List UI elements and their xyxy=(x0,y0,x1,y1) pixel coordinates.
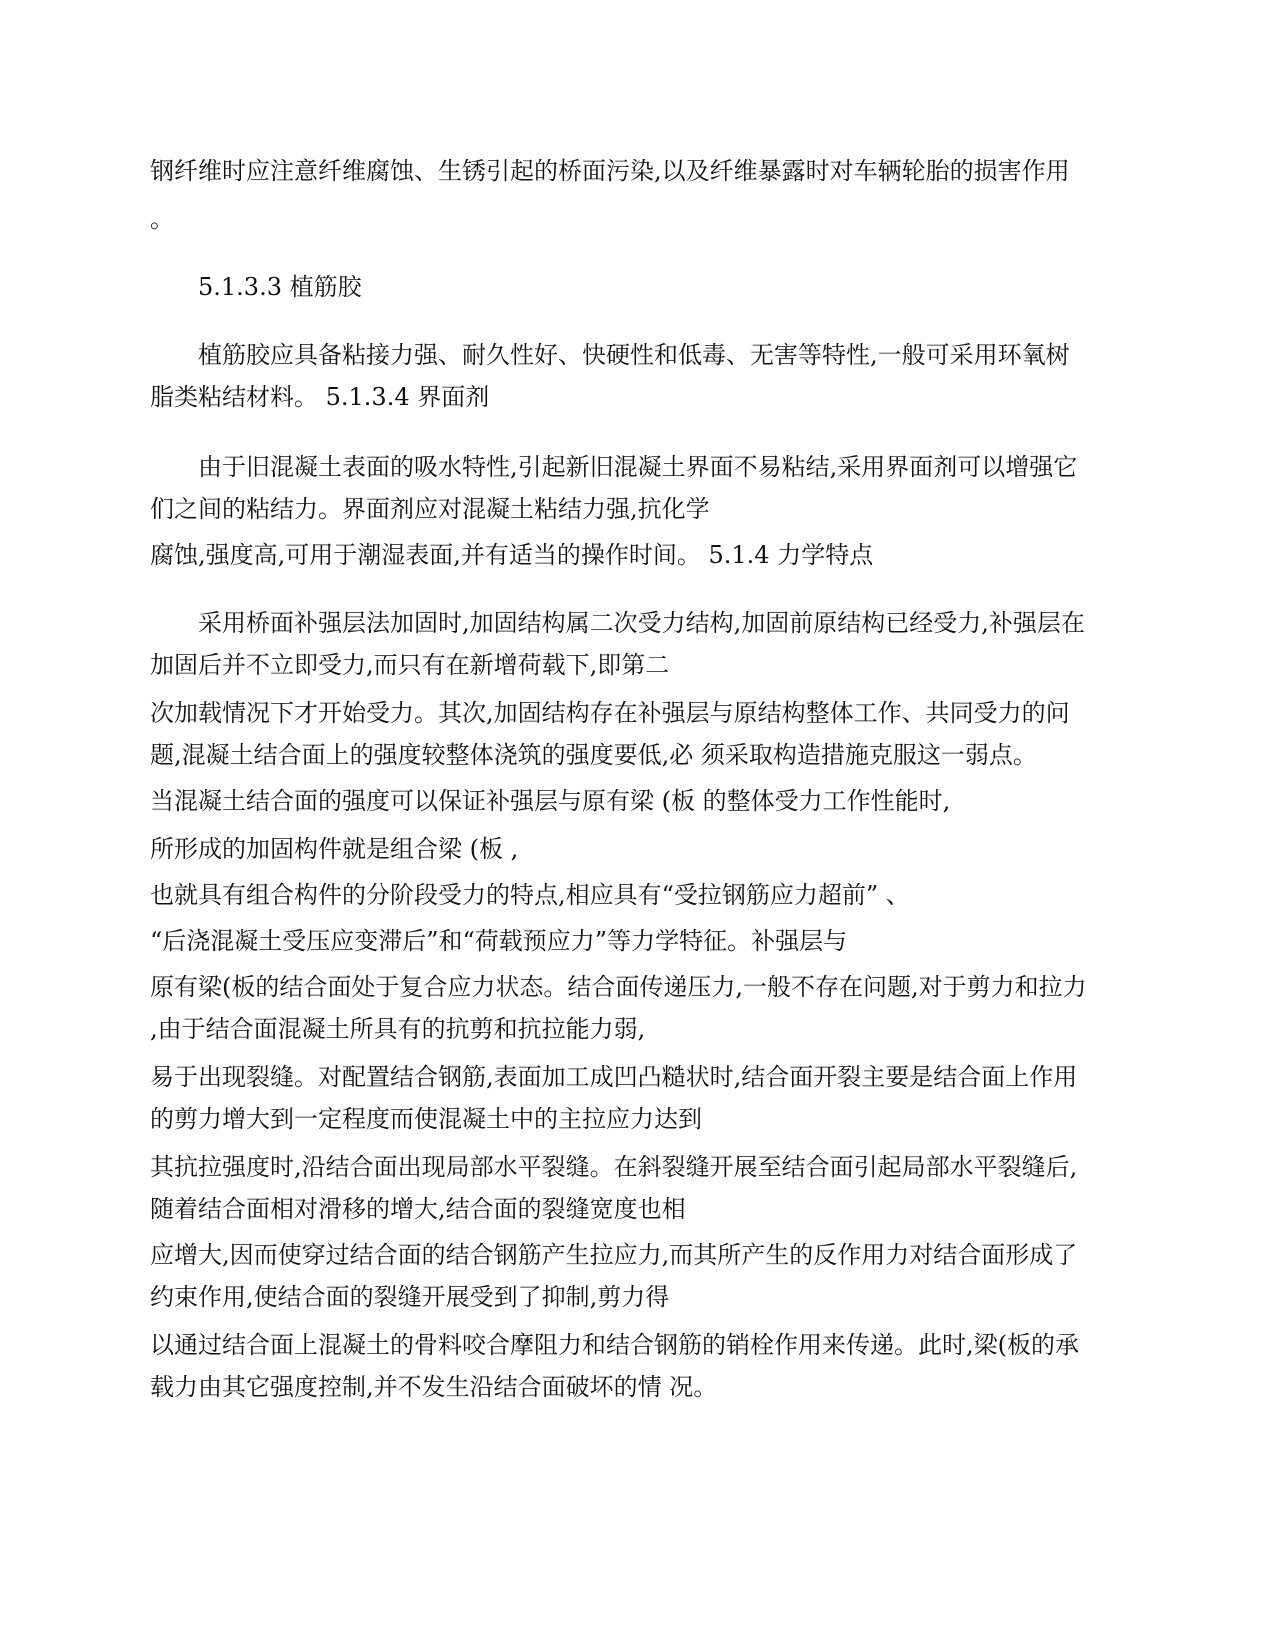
text-line: 随着结合面相对滑移的增大,结合面的裂缝宽度也相 xyxy=(150,1195,686,1223)
text-line: “后浇混凝土受压应变滞后”和“荷载预应力”等力学特征。补强层与 xyxy=(150,927,848,955)
text-line: 次加载情况下才开始受力。其次,加固结构存在补强层与原结构整体工作、共同受力的问 xyxy=(150,699,1070,727)
text-line: 题,混凝土结合面上的强度较整体浇筑的强度要低,必 须采取构造措施克服这一弱点。 xyxy=(150,741,1037,769)
text-line: 的剪力增大到一定程度而使混凝土中的主拉应力达到 xyxy=(150,1105,702,1133)
text-line: 腐蚀,强度高,可用于潮湿表面,并有适当的操作时间。 5.1.4 力学特点 xyxy=(150,541,874,569)
text-line: ,由于结合面混凝土所具有的抗剪和抗拉能力弱, xyxy=(150,1015,646,1043)
text-line: 所形成的加固构件就是组合梁 (板 , xyxy=(150,835,519,863)
text-line: 约束作用,使结合面的裂缝开展受到了抑制,剪力得 xyxy=(150,1283,670,1311)
text-line: 脂类粘结材料。 5.1.3.4 界面剂 xyxy=(150,383,490,411)
text-line: 植筋胶应具备粘接力强、耐久性好、快硬性和低毒、无害等特性,一般可采用环氧树 xyxy=(198,341,1070,369)
text-line: 也就具有组合构件的分阶段受力的特点,相应具有“受拉钢筋应力超前” 、 xyxy=(150,881,910,909)
text-line: 当混凝土结合面的强度可以保证补强层与原有梁 (板 的整体受力工作性能时, xyxy=(150,787,951,815)
text-line: 钢纤维时应注意纤维腐蚀、生锈引起的桥面污染,以及纤维暴露时对车辆轮胎的损害作用 xyxy=(150,157,1070,185)
text-line: 。 xyxy=(150,205,174,233)
text-line: 其抗拉强度时,沿结合面出现局部水平裂缝。在斜裂缝开展至结合面引起局部水平裂缝后, xyxy=(150,1153,1078,1181)
text-line: 以通过结合面上混凝土的骨料咬合摩阻力和结合钢筋的销栓作用来传递。此时,梁(板的承 xyxy=(150,1331,1079,1359)
text-line: 应增大,因而使穿过结合面的结合钢筋产生拉应力,而其所产生的反作用力对结合面形成了 xyxy=(150,1241,1078,1269)
text-line: 加固后并不立即受力,而只有在新增荷载下,即第二 xyxy=(150,651,670,679)
text-line: 采用桥面补强层法加固时,加固结构属二次受力结构,加固前原结构已经受力,补强层在 xyxy=(198,609,1085,637)
text-line: 由于旧混凝土表面的吸水特性,引起新旧混凝土界面不易粘结,采用界面剂可以增强它 xyxy=(198,453,1078,481)
text-line: 载力由其它强度控制,并不发生沿结合面破坏的情 况。 xyxy=(150,1373,718,1401)
text-line: 原有梁(板的结合面处于复合应力状态。结合面传递压力,一般不存在问题,对于剪力和拉力 xyxy=(150,973,1087,1001)
text-line: 们之间的粘结力。界面剂应对混凝土粘结力强,抗化学 xyxy=(150,495,710,523)
text-line: 易于出现裂缝。对配置结合钢筋,表面加工成凹凸糙状时,结合面开裂主要是结合面上作用 xyxy=(150,1063,1078,1091)
section-heading: 5.1.3.3 植筋胶 xyxy=(198,273,362,301)
